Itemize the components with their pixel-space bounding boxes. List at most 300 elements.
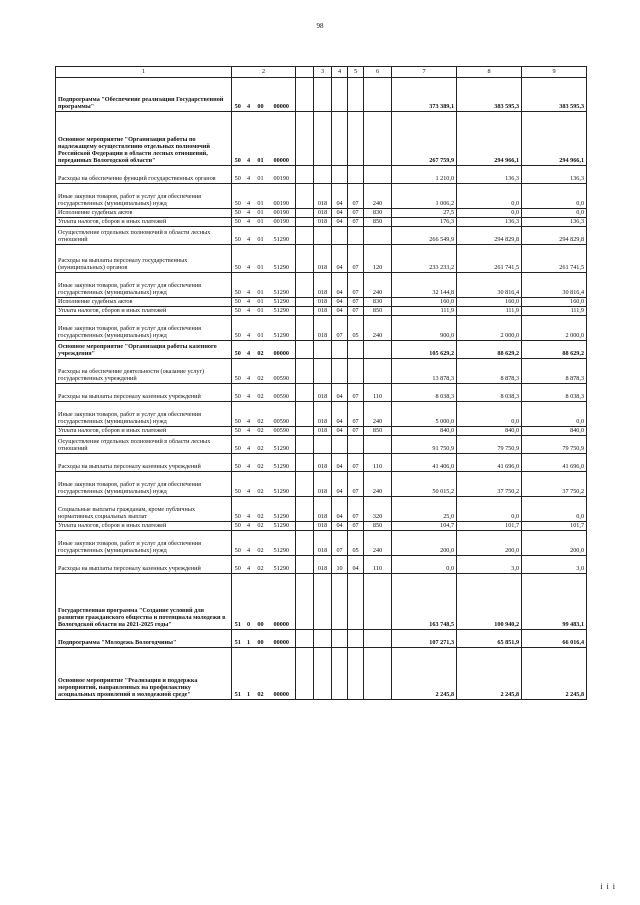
value-col8-cell: 136,3 xyxy=(457,218,522,227)
code-program-cell: 50 xyxy=(232,218,244,227)
col5-cell xyxy=(348,341,364,359)
code-subprogram-cell: 4 xyxy=(244,497,254,522)
header-row xyxy=(56,67,587,78)
gap-cell xyxy=(296,427,314,436)
col3-cell: 018 xyxy=(314,316,332,341)
col3-cell: 018 xyxy=(314,531,332,556)
code-direction-cell: 00000 xyxy=(268,574,296,630)
col3-cell: 018 xyxy=(314,454,332,472)
code-event-cell: 01 xyxy=(254,227,268,245)
col4-cell: 04 xyxy=(332,427,348,436)
col4-cell xyxy=(332,112,348,166)
name-cell: Уплата налогов, сборов и иных платежей xyxy=(56,307,232,316)
value-col9-cell: 2 000,0 xyxy=(522,316,587,341)
code-program-cell: 50 xyxy=(232,472,244,497)
code-program-cell: 51 xyxy=(232,648,244,700)
gap-cell xyxy=(296,556,314,574)
col5-cell: 07 xyxy=(348,454,364,472)
gap-cell xyxy=(296,402,314,427)
code-event-cell: 02 xyxy=(254,436,268,454)
code-direction-cell: 00190 xyxy=(268,184,296,209)
col5-cell: 07 xyxy=(348,298,364,307)
table-body xyxy=(56,67,587,700)
table-row xyxy=(56,218,587,227)
code-subprogram-cell: 0 xyxy=(244,574,254,630)
value-col9-cell: 294 829,8 xyxy=(522,227,587,245)
gap-cell xyxy=(296,648,314,700)
value-col7-cell: 200,0 xyxy=(392,531,457,556)
table-row xyxy=(56,184,587,209)
code-event-cell: 01 xyxy=(254,209,268,218)
table-row xyxy=(56,166,587,184)
col5-cell: 05 xyxy=(348,531,364,556)
value-col9-cell: 136,3 xyxy=(522,166,587,184)
gap-cell xyxy=(296,245,314,273)
code-event-cell: 02 xyxy=(254,556,268,574)
col6-cell xyxy=(364,227,392,245)
col6-cell xyxy=(364,166,392,184)
code-program-cell: 50 xyxy=(232,427,244,436)
value-col8-cell: 111,9 xyxy=(457,307,522,316)
code-subprogram-cell: 4 xyxy=(244,78,254,112)
code-direction-cell: 00000 xyxy=(268,78,296,112)
code-program-cell: 50 xyxy=(232,436,244,454)
value-col9-cell: 0,0 xyxy=(522,209,587,218)
gap-cell xyxy=(296,436,314,454)
code-direction-cell: 51290 xyxy=(268,316,296,341)
code-event-cell: 02 xyxy=(254,454,268,472)
value-col9-cell: 0,0 xyxy=(522,184,587,209)
gap-cell xyxy=(296,307,314,316)
col3-cell: 018 xyxy=(314,209,332,218)
value-col9-cell: 88 629,2 xyxy=(522,341,587,359)
col3-cell xyxy=(314,436,332,454)
code-subprogram-cell: 4 xyxy=(244,531,254,556)
col4-cell: 07 xyxy=(332,531,348,556)
gap-cell xyxy=(296,359,314,384)
table-row xyxy=(56,556,587,574)
code-subprogram-cell: 4 xyxy=(244,307,254,316)
col5-cell: 07 xyxy=(348,273,364,298)
code-event-cell: 01 xyxy=(254,316,268,341)
code-direction-cell: 00000 xyxy=(268,341,296,359)
value-col7-cell: 5 000,0 xyxy=(392,402,457,427)
code-direction-cell: 51290 xyxy=(268,472,296,497)
col5-cell: 07 xyxy=(348,497,364,522)
value-col9-cell: 8 038,3 xyxy=(522,384,587,402)
col5-cell xyxy=(348,112,364,166)
col6-cell xyxy=(364,436,392,454)
code-program-cell: 50 xyxy=(232,78,244,112)
gap-cell xyxy=(296,472,314,497)
col5-cell xyxy=(348,574,364,630)
value-col8-cell: 101,7 xyxy=(457,522,522,531)
code-program-cell: 50 xyxy=(232,359,244,384)
header-cell-5: 5 xyxy=(348,67,364,78)
table-row xyxy=(56,472,587,497)
col6-cell: 830 xyxy=(364,209,392,218)
col6-cell: 240 xyxy=(364,531,392,556)
table-row xyxy=(56,402,587,427)
col4-cell: 10 xyxy=(332,556,348,574)
col4-cell: 04 xyxy=(332,522,348,531)
gap-cell xyxy=(296,218,314,227)
name-cell: Основное мероприятие "Реализация и поддержка мероприятий, направленных на профилактику асоциальных проявлений в молодежной среде" xyxy=(56,648,232,700)
value-col8-cell: 8 038,3 xyxy=(457,384,522,402)
header-cell-8: 8 xyxy=(457,67,522,78)
col5-cell: 07 xyxy=(348,427,364,436)
name-cell: Государственная программа "Создание условий для развития гражданского общества и потенциала молодежи в Вологодской области на 2021-2025 годы" xyxy=(56,574,232,630)
col4-cell xyxy=(332,630,348,648)
code-event-cell: 01 xyxy=(254,184,268,209)
value-col7-cell: 13 878,3 xyxy=(392,359,457,384)
table-row xyxy=(56,497,587,522)
code-program-cell: 50 xyxy=(232,307,244,316)
code-program-cell: 50 xyxy=(232,384,244,402)
value-col8-cell: 0,0 xyxy=(457,402,522,427)
value-col9-cell: 294 966,1 xyxy=(522,112,587,166)
col3-cell: 018 xyxy=(314,184,332,209)
value-col7-cell: 900,0 xyxy=(392,316,457,341)
gap-cell xyxy=(296,166,314,184)
code-program-cell: 50 xyxy=(232,166,244,184)
col3-cell: 018 xyxy=(314,273,332,298)
value-col7-cell: 27,5 xyxy=(392,209,457,218)
code-direction-cell: 00590 xyxy=(268,359,296,384)
value-col8-cell: 41 696,0 xyxy=(457,454,522,472)
code-event-cell: 02 xyxy=(254,402,268,427)
code-program-cell: 50 xyxy=(232,531,244,556)
name-cell: Иные закупки товаров, работ и услуг для обеспечения государственных (муниципальных) нужд xyxy=(56,316,232,341)
table-row xyxy=(56,648,587,700)
name-cell: Исполнение судебных актов xyxy=(56,298,232,307)
value-col8-cell: 261 741,5 xyxy=(457,245,522,273)
gap-cell xyxy=(296,630,314,648)
code-subprogram-cell: 4 xyxy=(244,273,254,298)
col6-cell: 850 xyxy=(364,218,392,227)
value-col9-cell: 0,0 xyxy=(522,497,587,522)
code-subprogram-cell: 4 xyxy=(244,402,254,427)
col6-cell: 850 xyxy=(364,307,392,316)
value-col9-cell: 30 816,4 xyxy=(522,273,587,298)
table-row xyxy=(56,630,587,648)
value-col8-cell: 8 878,3 xyxy=(457,359,522,384)
code-subprogram-cell: 4 xyxy=(244,298,254,307)
table-row xyxy=(56,574,587,630)
code-event-cell: 02 xyxy=(254,427,268,436)
col6-cell xyxy=(364,78,392,112)
code-subprogram-cell: 4 xyxy=(244,245,254,273)
value-col9-cell: 8 878,3 xyxy=(522,359,587,384)
gap-cell xyxy=(296,531,314,556)
code-subprogram-cell: 4 xyxy=(244,112,254,166)
code-subprogram-cell: 4 xyxy=(244,427,254,436)
col4-cell: 04 xyxy=(332,245,348,273)
code-direction-cell: 51290 xyxy=(268,307,296,316)
code-subprogram-cell: 4 xyxy=(244,316,254,341)
code-event-cell: 01 xyxy=(254,245,268,273)
header-gap xyxy=(296,67,314,78)
code-direction-cell: 51290 xyxy=(268,556,296,574)
col5-cell: 07 xyxy=(348,245,364,273)
col5-cell xyxy=(348,78,364,112)
value-col8-cell: 200,0 xyxy=(457,531,522,556)
code-event-cell: 02 xyxy=(254,522,268,531)
code-program-cell: 50 xyxy=(232,316,244,341)
code-direction-cell: 00190 xyxy=(268,209,296,218)
code-event-cell: 00 xyxy=(254,574,268,630)
code-program-cell: 50 xyxy=(232,184,244,209)
value-col7-cell: 107 271,3 xyxy=(392,630,457,648)
name-cell: Расходы на выплаты персоналу государственных (муниципальных) органов xyxy=(56,245,232,273)
table-row xyxy=(56,341,587,359)
name-cell: Иные закупки товаров, работ и услуг для обеспечения государственных (муниципальных) нужд xyxy=(56,472,232,497)
header-cell-6: 6 xyxy=(364,67,392,78)
gap-cell xyxy=(296,298,314,307)
code-subprogram-cell: 4 xyxy=(244,436,254,454)
code-program-cell: 50 xyxy=(232,273,244,298)
value-col7-cell: 2 245,8 xyxy=(392,648,457,700)
col3-cell: 018 xyxy=(314,522,332,531)
col3-cell xyxy=(314,630,332,648)
col4-cell: 04 xyxy=(332,384,348,402)
gap-cell xyxy=(296,316,314,341)
value-col7-cell: 840,0 xyxy=(392,427,457,436)
code-program-cell: 50 xyxy=(232,341,244,359)
page-number: 98 xyxy=(316,22,324,30)
name-cell: Расходы на обеспечение функций государственных органов xyxy=(56,166,232,184)
value-col7-cell: 0,0 xyxy=(392,556,457,574)
col3-cell xyxy=(314,112,332,166)
col4-cell: 04 xyxy=(332,497,348,522)
code-direction-cell: 00000 xyxy=(268,648,296,700)
value-col9-cell: 37 750,2 xyxy=(522,472,587,497)
code-event-cell: 01 xyxy=(254,298,268,307)
code-program-cell: 50 xyxy=(232,298,244,307)
value-col8-cell: 294 829,8 xyxy=(457,227,522,245)
value-col8-cell: 88 629,2 xyxy=(457,341,522,359)
col3-cell: 018 xyxy=(314,307,332,316)
code-program-cell: 50 xyxy=(232,227,244,245)
value-col7-cell: 50 015,2 xyxy=(392,472,457,497)
code-event-cell: 02 xyxy=(254,648,268,700)
value-col8-cell: 840,0 xyxy=(457,427,522,436)
name-cell: Расходы на выплаты персоналу казенных учреждений xyxy=(56,454,232,472)
value-col9-cell: 160,0 xyxy=(522,298,587,307)
code-direction-cell: 00190 xyxy=(268,166,296,184)
col5-cell: 07 xyxy=(348,209,364,218)
name-cell: Подпрограмма "Обеспечение реализации Государственной программы" xyxy=(56,78,232,112)
col6-cell xyxy=(364,112,392,166)
value-col8-cell: 136,3 xyxy=(457,166,522,184)
col3-cell: 018 xyxy=(314,384,332,402)
col5-cell xyxy=(348,436,364,454)
table-row xyxy=(56,112,587,166)
col6-cell: 240 xyxy=(364,472,392,497)
col4-cell xyxy=(332,648,348,700)
code-subprogram-cell: 4 xyxy=(244,184,254,209)
name-cell: Основное мероприятие "Организация работы казенного учреждения" xyxy=(56,341,232,359)
col6-cell: 240 xyxy=(364,273,392,298)
name-cell: Расходы на обеспечение деятельности (оказание услуг) государственных учреждений xyxy=(56,359,232,384)
gap-cell xyxy=(296,184,314,209)
gap-cell xyxy=(296,112,314,166)
code-event-cell: 02 xyxy=(254,531,268,556)
value-col8-cell: 3,0 xyxy=(457,556,522,574)
col5-cell: 04 xyxy=(348,556,364,574)
col4-cell: 04 xyxy=(332,472,348,497)
col4-cell xyxy=(332,166,348,184)
header-cell-7: 7 xyxy=(392,67,457,78)
code-direction-cell: 51290 xyxy=(268,531,296,556)
table-row xyxy=(56,307,587,316)
header-cell-9: 9 xyxy=(522,67,587,78)
value-col9-cell: 101,7 xyxy=(522,522,587,531)
col3-cell: 018 xyxy=(314,402,332,427)
corner-mark: i i i xyxy=(600,882,616,891)
col6-cell xyxy=(364,574,392,630)
name-cell: Расходы на выплаты персоналу казенных учреждений xyxy=(56,384,232,402)
name-cell: Социальные выплаты гражданам, кроме публичных нормативных социальных выплат xyxy=(56,497,232,522)
gap-cell xyxy=(296,209,314,218)
table-row xyxy=(56,427,587,436)
table-row xyxy=(56,531,587,556)
value-col7-cell: 176,3 xyxy=(392,218,457,227)
col6-cell: 240 xyxy=(364,316,392,341)
col5-cell: 07 xyxy=(348,402,364,427)
col3-cell xyxy=(314,574,332,630)
code-event-cell: 02 xyxy=(254,384,268,402)
table-row xyxy=(56,316,587,341)
col6-cell: 240 xyxy=(364,402,392,427)
col5-cell: 07 xyxy=(348,218,364,227)
col3-cell xyxy=(314,648,332,700)
budget-table xyxy=(55,66,587,700)
value-col9-cell: 0,0 xyxy=(522,402,587,427)
code-direction-cell: 51290 xyxy=(268,298,296,307)
value-col9-cell: 79 750,9 xyxy=(522,436,587,454)
col4-cell xyxy=(332,359,348,384)
code-subprogram-cell: 4 xyxy=(244,522,254,531)
code-subprogram-cell: 4 xyxy=(244,454,254,472)
code-direction-cell: 51290 xyxy=(268,227,296,245)
value-col8-cell: 2 000,0 xyxy=(457,316,522,341)
table-row xyxy=(56,245,587,273)
value-col9-cell: 41 696,0 xyxy=(522,454,587,472)
col5-cell xyxy=(348,630,364,648)
col6-cell xyxy=(364,341,392,359)
col4-cell: 04 xyxy=(332,209,348,218)
col3-cell xyxy=(314,359,332,384)
table-row xyxy=(56,522,587,531)
table-row xyxy=(56,359,587,384)
value-col8-cell: 2 245,8 xyxy=(457,648,522,700)
code-event-cell: 01 xyxy=(254,166,268,184)
name-cell: Иные закупки товаров, работ и услуг для обеспечения государственных (муниципальных) нужд xyxy=(56,402,232,427)
name-cell: Уплата налогов, сборов и иных платежей xyxy=(56,218,232,227)
name-cell: Уплата налогов, сборов и иных платежей xyxy=(56,522,232,531)
code-program-cell: 50 xyxy=(232,454,244,472)
code-direction-cell: 00590 xyxy=(268,427,296,436)
value-col9-cell: 200,0 xyxy=(522,531,587,556)
value-col9-cell: 3,0 xyxy=(522,556,587,574)
value-col9-cell: 111,9 xyxy=(522,307,587,316)
value-col9-cell: 66 016,4 xyxy=(522,630,587,648)
name-cell: Осуществление отдельных полномочий в области лесных отношений xyxy=(56,227,232,245)
code-event-cell: 02 xyxy=(254,359,268,384)
code-subprogram-cell: 4 xyxy=(244,556,254,574)
gap-cell xyxy=(296,78,314,112)
value-col7-cell: 25,0 xyxy=(392,497,457,522)
value-col7-cell: 1 006,2 xyxy=(392,184,457,209)
code-event-cell: 00 xyxy=(254,630,268,648)
value-col8-cell: 37 750,2 xyxy=(457,472,522,497)
col3-cell: 018 xyxy=(314,298,332,307)
col5-cell: 07 xyxy=(348,522,364,531)
value-col7-cell: 104,7 xyxy=(392,522,457,531)
table-row xyxy=(56,436,587,454)
col5-cell: 07 xyxy=(348,307,364,316)
code-event-cell: 02 xyxy=(254,472,268,497)
code-subprogram-cell: 4 xyxy=(244,166,254,184)
gap-cell xyxy=(296,522,314,531)
name-cell: Осуществление отдельных полномочий в области лесных отношений xyxy=(56,436,232,454)
col4-cell: 07 xyxy=(332,316,348,341)
value-col7-cell: 1 210,0 xyxy=(392,166,457,184)
value-col8-cell: 0,0 xyxy=(457,209,522,218)
col6-cell: 240 xyxy=(364,184,392,209)
header-cell-3: 3 xyxy=(314,67,332,78)
value-col8-cell: 30 816,4 xyxy=(457,273,522,298)
code-program-cell: 51 xyxy=(232,574,244,630)
code-program-cell: 50 xyxy=(232,522,244,531)
value-col7-cell: 91 750,9 xyxy=(392,436,457,454)
col5-cell xyxy=(348,648,364,700)
col6-cell: 110 xyxy=(364,556,392,574)
col4-cell xyxy=(332,341,348,359)
value-col8-cell: 160,0 xyxy=(457,298,522,307)
code-program-cell: 50 xyxy=(232,112,244,166)
table-row xyxy=(56,209,587,218)
col5-cell: 07 xyxy=(348,384,364,402)
code-direction-cell: 00000 xyxy=(268,630,296,648)
name-cell: Основное мероприятие "Организация работы по надлежащему осуществлению отдельных полномочий Российской Федерации в области лесных отношений, переданных Вологодской области" xyxy=(56,112,232,166)
col3-cell: 018 xyxy=(314,472,332,497)
value-col9-cell: 2 245,8 xyxy=(522,648,587,700)
code-program-cell: 50 xyxy=(232,497,244,522)
code-program-cell: 50 xyxy=(232,556,244,574)
code-event-cell: 00 xyxy=(254,78,268,112)
code-direction-cell: 00190 xyxy=(268,218,296,227)
code-subprogram-cell: 4 xyxy=(244,341,254,359)
header-cell-1: 1 xyxy=(56,67,232,78)
gap-cell xyxy=(296,454,314,472)
col3-cell: 018 xyxy=(314,427,332,436)
table-row xyxy=(56,298,587,307)
value-col9-cell: 383 595,3 xyxy=(522,78,587,112)
code-subprogram-cell: 4 xyxy=(244,472,254,497)
table-row xyxy=(56,384,587,402)
table-row xyxy=(56,454,587,472)
code-subprogram-cell: 1 xyxy=(244,630,254,648)
code-event-cell: 01 xyxy=(254,218,268,227)
table-row xyxy=(56,227,587,245)
value-col9-cell: 99 483,1 xyxy=(522,574,587,630)
name-cell: Исполнение судебных актов xyxy=(56,209,232,218)
code-direction-cell: 51290 xyxy=(268,522,296,531)
col5-cell xyxy=(348,166,364,184)
code-direction-cell: 00590 xyxy=(268,402,296,427)
